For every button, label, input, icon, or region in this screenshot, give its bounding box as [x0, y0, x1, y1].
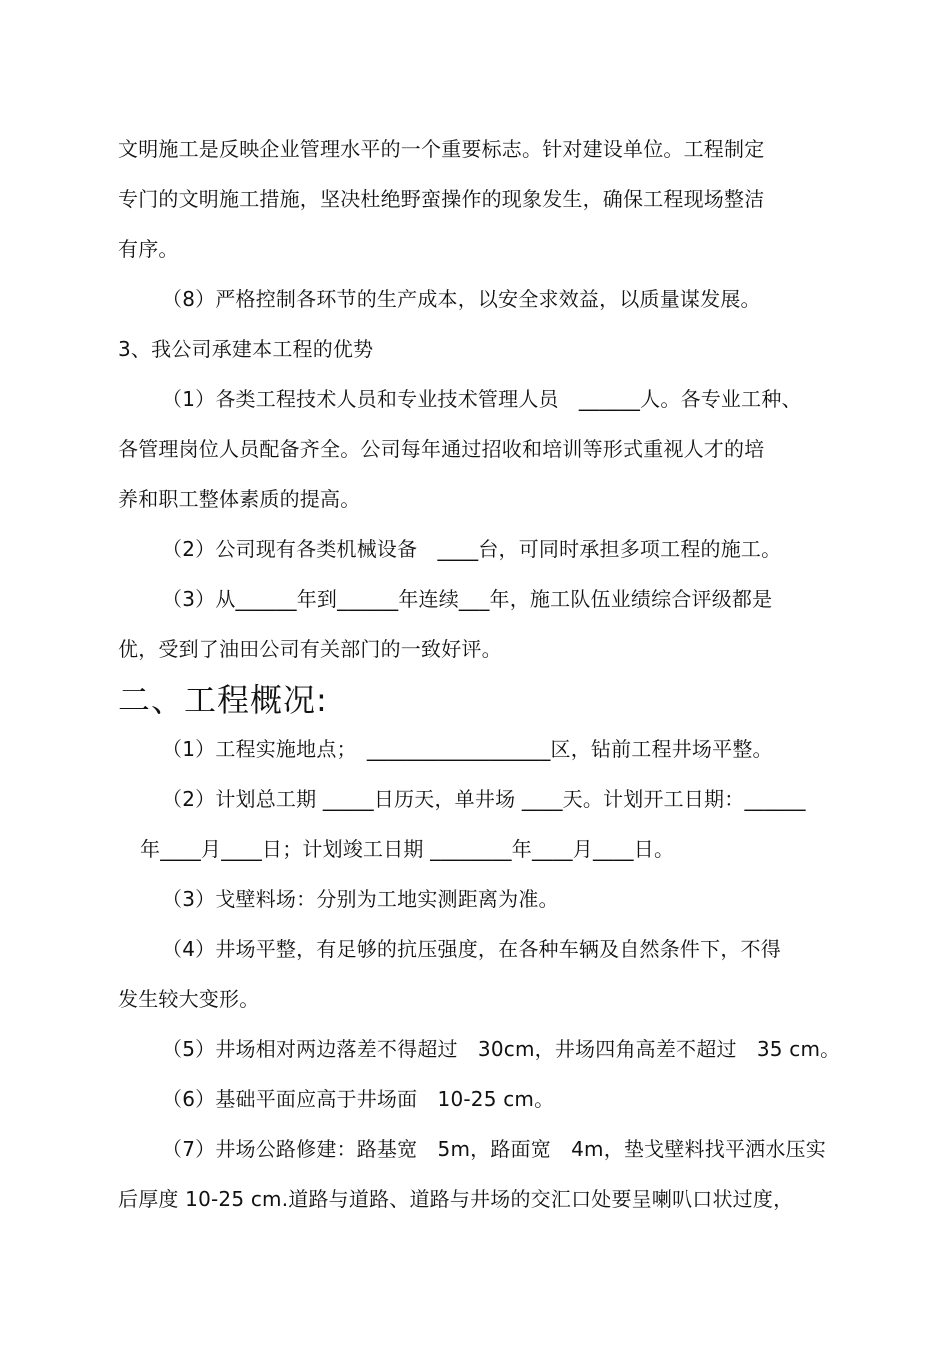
paragraph-line: 各管理岗位人员配备齐全。公司每年通过招收和培训等形式重视人才的培	[118, 437, 765, 461]
paragraph-line: 年____月____日；计划竣工日期 ________年____月____日。	[140, 837, 675, 861]
section-subheading: 3、我公司承建本工程的优势	[118, 337, 374, 361]
list-item: （1）工程实施地点； __________________区，钻前工程井场平整。	[162, 737, 773, 761]
paragraph-line: 文明施工是反映企业管理水平的一个重要标志。针对建设单位。工程制定	[118, 137, 765, 161]
list-item: （1）各类工程技术人员和专业技术管理人员 ______人。各专业工种、	[162, 387, 802, 411]
paragraph-line: 优，受到了油田公司有关部门的一致好评。	[118, 637, 502, 661]
list-item: （4）井场平整，有足够的抗压强度，在各种车辆及自然条件下，不得	[162, 937, 781, 961]
list-item: （3）从______年到______年连续___年，施工队伍业绩综合评级都是	[162, 587, 773, 611]
list-item: （8）严格控制各环节的生产成本，以安全求效益，以质量谋发展。	[162, 287, 761, 311]
paragraph-line: 专门的文明施工措施，坚决杜绝野蛮操作的现象发生，确保工程现场整洁	[118, 187, 765, 211]
list-item: （2）计划总工期 _____日历天，单井场 ____天。计划开工日期：______	[162, 787, 806, 811]
paragraph-line: 有序。	[118, 237, 179, 261]
list-item: （6）基础平面应高于井场面 10-25 cm。	[162, 1087, 555, 1111]
paragraph-line: 发生较大变形。	[118, 987, 260, 1011]
list-item: （3）戈壁料场：分别为工地实测距离为准。	[162, 887, 559, 911]
paragraph-line: 养和职工整体素质的提高。	[118, 487, 361, 511]
list-item: （5）井场相对两边落差不得超过 30cm，井场四角高差不超过 35 cm。	[162, 1037, 841, 1061]
list-item: （7）井场公路修建：路基宽 5m，路面宽 4m，垫戈壁料找平洒水压实	[162, 1137, 826, 1161]
list-item: （2）公司现有各类机械设备 ____台，可同时承担多项工程的施工。	[162, 537, 782, 561]
paragraph-line: 后厚度 10-25 cm.道路与道路、道路与井场的交汇口处要呈喇叭口状过度，	[118, 1187, 794, 1211]
section-heading: 二、工程概况:	[118, 681, 328, 719]
